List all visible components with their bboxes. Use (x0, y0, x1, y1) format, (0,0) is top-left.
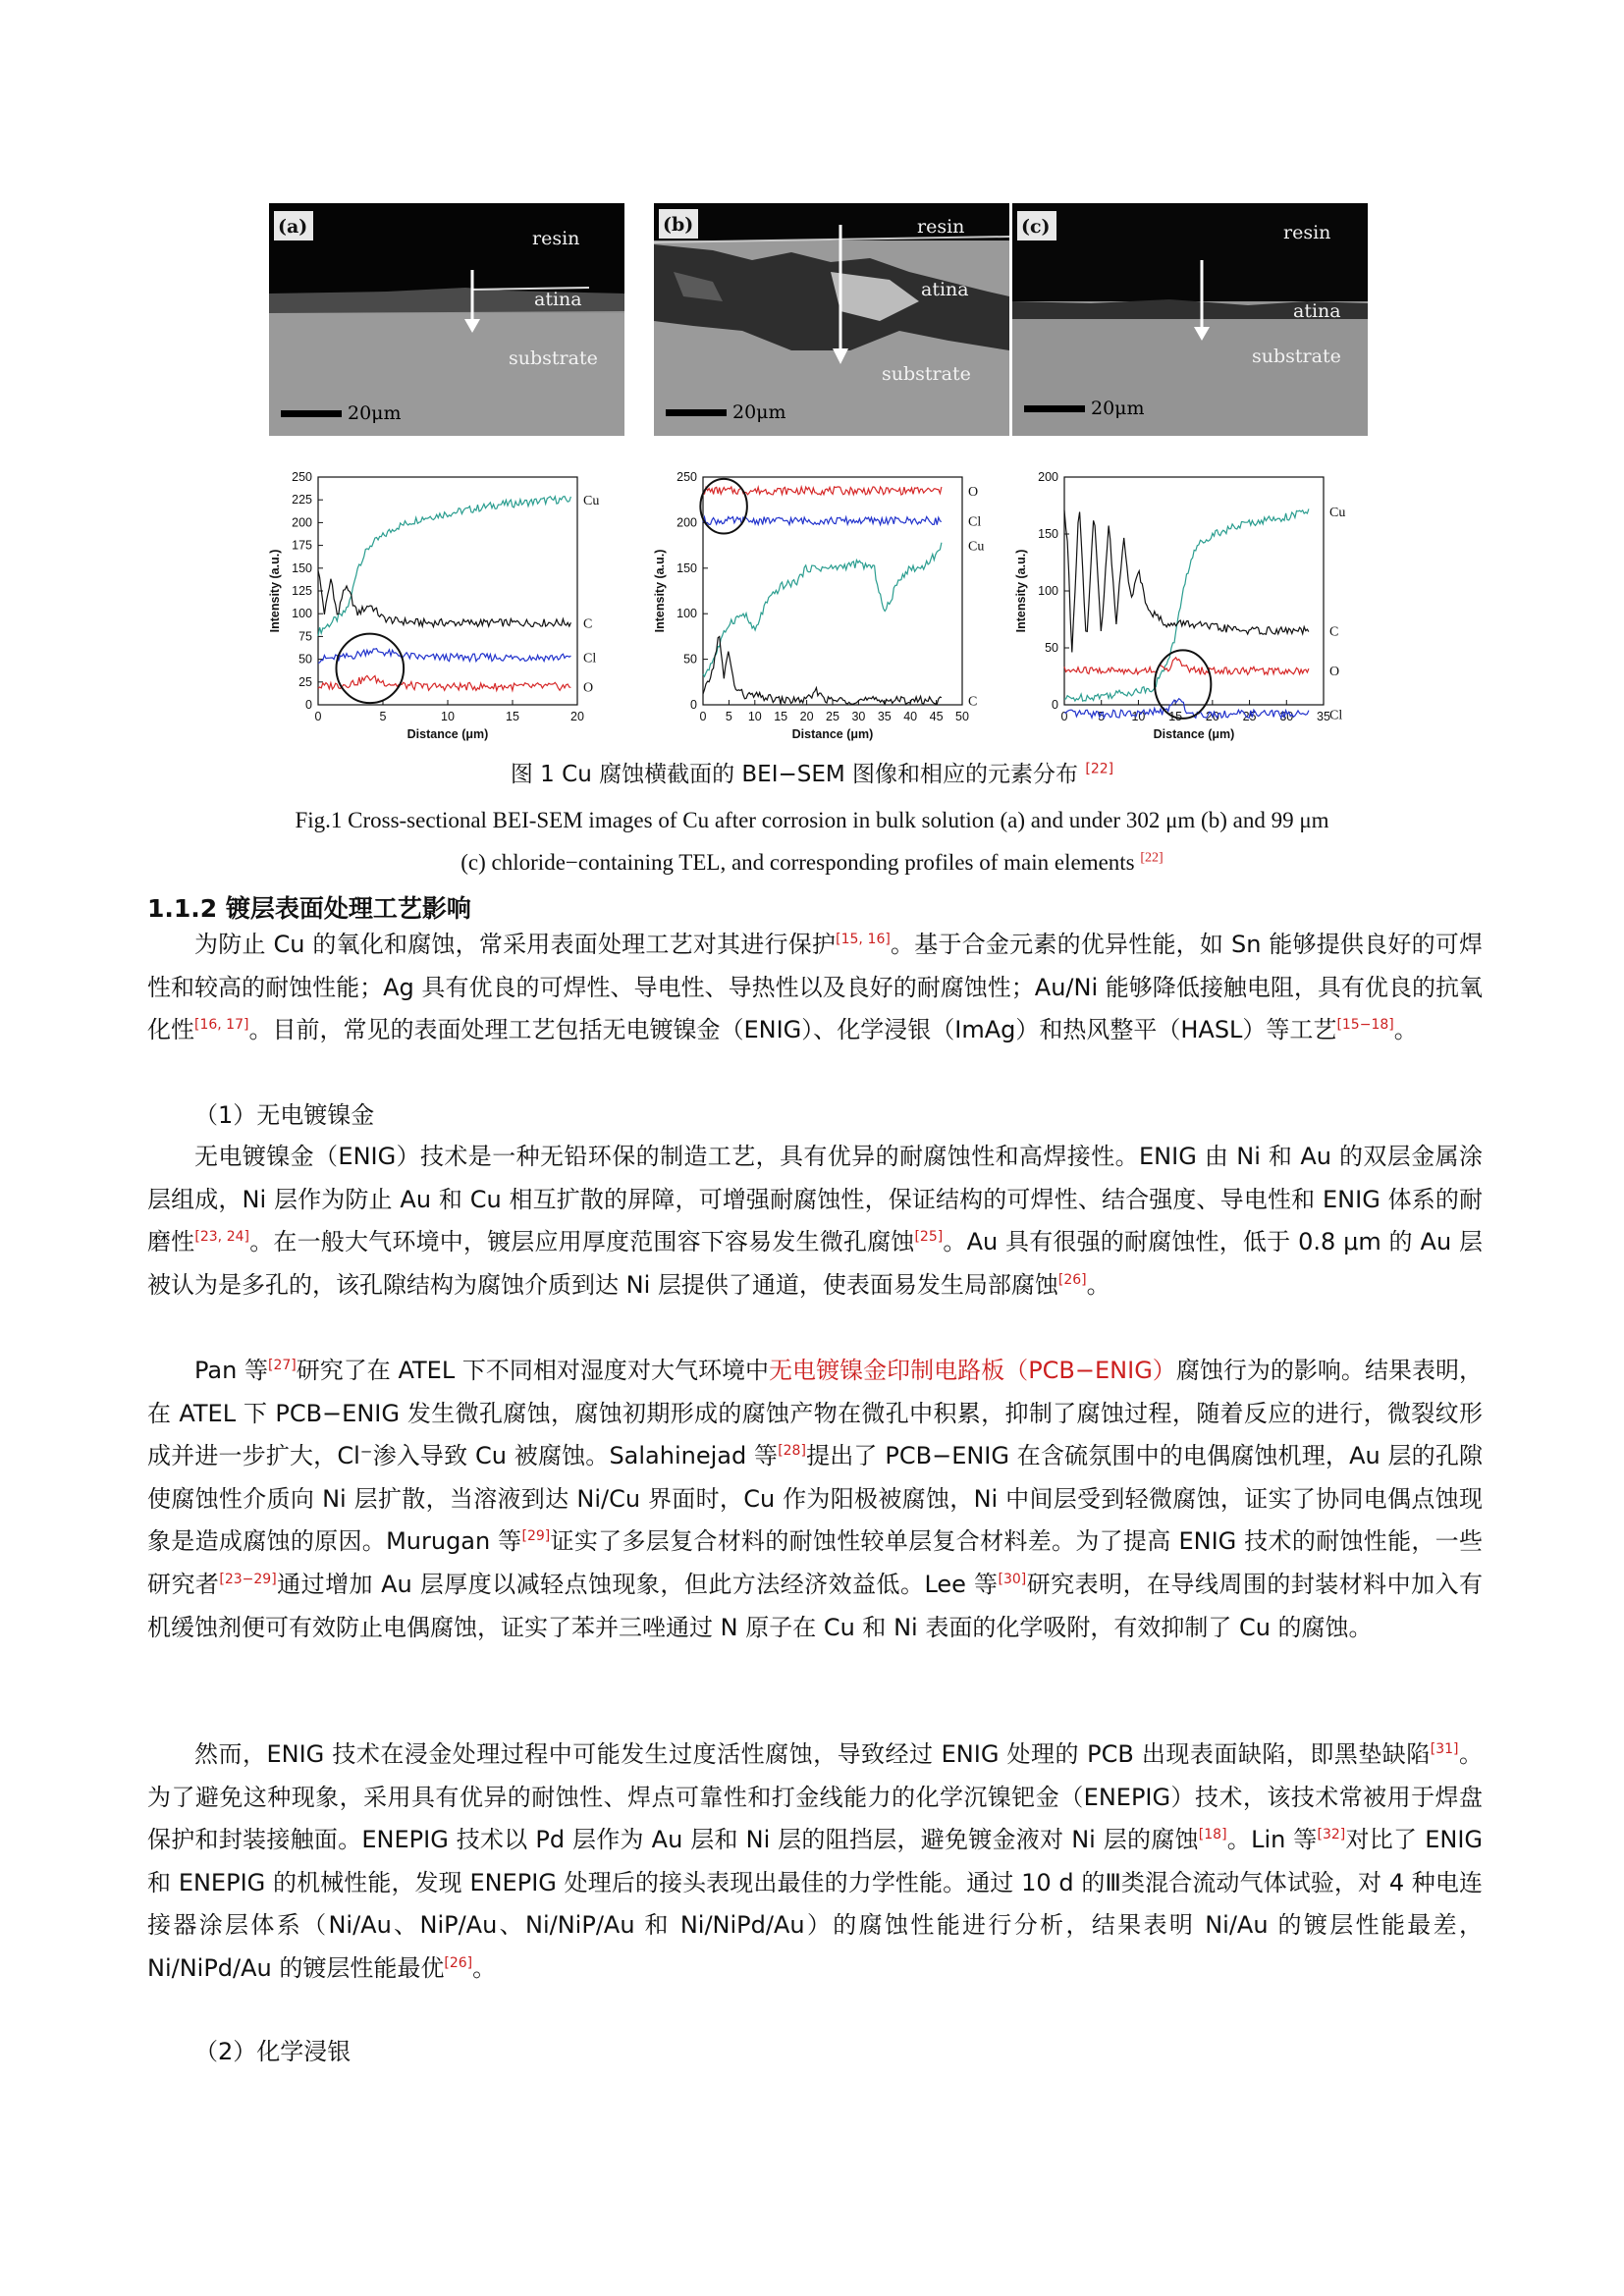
series-label-o: O (968, 484, 979, 500)
series-label-cl: Cl (583, 651, 597, 667)
citation[interactable]: [27] (267, 1358, 297, 1373)
x-tick-label: 50 (955, 710, 969, 723)
x-tick-label: 15 (1168, 710, 1183, 723)
highlight-circle (1155, 650, 1211, 719)
y-tick-label: 25 (298, 674, 312, 689)
scale-bar (1024, 405, 1085, 412)
substrate-label: substrate (882, 363, 971, 385)
y-axis-label: Intensity (a.u.) (1014, 549, 1028, 633)
y-tick-label: 200 (1038, 470, 1058, 484)
series-line-o (318, 675, 570, 690)
panel-label: (c) (1021, 216, 1051, 238)
y-tick-label: 100 (677, 607, 697, 621)
paragraph-1: 为防止 Cu 的氧化和腐蚀，常采用表面处理工艺对其进行保护[15, 16]。基于合金元素的优异性能，如 Sn 能够提供良好的可焊性和较高的耐蚀性能；Ag 具有优良的可焊性、导电性、导热性以及良好的耐腐蚀性；Au/Ni 能够降低接触电阻，具有优良的抗氧化性[16, 17]。目前，常见的表面处理工艺包括无电镀镍金（ENIG）、化学浸银（ImAg）和热风整平（HASL）等工艺[15−18]。 (147, 931, 1484, 1044)
x-tick-label: 0 (314, 710, 322, 723)
paragraph-2: 无电镀镍金（ENIG）技术是一种无铅环保的制造工艺，具有优异的耐腐蚀性和高焊接性。ENIG 由 Ni 和 Au 的双层金属涂层组成，Ni 层作为防止 Au 和 Cu 相互扩散的屏障，可增强耐腐蚀性，保证结构的可焊性、结合强度、导电性和 ENIG 体系的耐磨性[23, 24]。在一般大气环境中，镀层应用厚度范围容下容易发生微孔腐蚀[25]。Au 具有很强的耐腐蚀性，低于 0.8 μm 的 Au 层被认为是多孔的，该孔隙结构为腐蚀介质到达 Ni 层提供了通道，使表面易发生局部腐蚀[26]。 (147, 1143, 1483, 1299)
series-label-c: C (1329, 624, 1339, 640)
series-label-c: C (583, 616, 593, 632)
y-tick-label: 175 (292, 538, 312, 553)
y-tick-label: 250 (677, 470, 697, 484)
series-line-cu (703, 543, 942, 677)
y-tick-label: 0 (690, 698, 697, 712)
subsection-2: （2）化学浸银 (194, 2038, 352, 2065)
series-label-c: C (968, 694, 978, 710)
sem-image-a (269, 203, 624, 436)
panel-label: (a) (278, 216, 308, 238)
atina-label: atina (921, 279, 969, 300)
citation[interactable]: [26] (444, 1954, 473, 1971)
series-label-cu: Cu (1329, 505, 1346, 520)
x-tick-label: 20 (570, 710, 584, 723)
y-tick-label: 200 (677, 515, 697, 530)
chart-b (650, 469, 1013, 754)
y-axis-label: Intensity (a.u.) (653, 549, 667, 633)
figure-caption-cn: 图 1 Cu 腐蚀横截面的 BEI−SEM 图像和相应的元素分布 [22] (510, 761, 1114, 787)
series-line-cl (318, 649, 570, 664)
citation[interactable]: [16, 17] (194, 1017, 249, 1034)
x-tick-label: 0 (1060, 710, 1068, 723)
y-tick-label: 100 (292, 607, 312, 621)
x-tick-label: 20 (799, 710, 814, 723)
x-axis-label: Distance (μm) (791, 727, 874, 741)
y-tick-label: 150 (292, 561, 312, 575)
y-tick-label: 75 (298, 629, 312, 644)
plot-frame (318, 477, 577, 705)
x-tick-label: 40 (903, 710, 918, 723)
y-tick-label: 125 (292, 584, 312, 598)
paragraph-4: 然而，ENIG 技术在浸金处理过程中可能发生过度活性腐蚀，导致经过 ENIG 处理的 PCB 出现表面缺陷，即黑垫缺陷[31]。为了避免这种现象，采用具有优异的耐蚀性、焊点可靠性和打金线能力的化学沉镍钯金（ENEPIG）技术，该技术常被用于焊盘保护和封装接触面。ENEPIG 技术以 Pd 层作为 Au 层和 Ni 层的阻挡层，避免镀金液对 Ni 层的腐蚀[18]。Lin 等[32]对比了 ENIG 和 ENEPIG 的机械性能，发现 ENEPIG 处理后的接头表现出最佳的力学性能。通过 10 d 的Ⅲ类混合流动气体试验，对 4 种电连接器涂层体系（Ni/Au、NiP/Au、Ni/NiP/Au 和 Ni/NiPd/Au）的腐蚀性能进行分析，结果表明 Ni/Au 的镀层性能最差，Ni/NiPd/Au 的镀层性能最优[26]。 (147, 1740, 1483, 1982)
x-tick-label: 5 (1098, 710, 1106, 723)
x-tick-label: 5 (725, 710, 732, 723)
x-tick-label: 35 (1317, 710, 1330, 723)
chart-a (265, 469, 628, 754)
x-tick-label: 45 (929, 710, 944, 723)
y-tick-label: 0 (1052, 698, 1058, 712)
y-tick-label: 100 (1038, 584, 1058, 598)
citation[interactable]: [32] (1317, 1827, 1346, 1843)
citation[interactable]: [26] (1057, 1271, 1087, 1288)
x-tick-label: 30 (851, 710, 866, 723)
series-line-o (1064, 658, 1309, 674)
citation[interactable]: [22] (1085, 761, 1114, 777)
sem-image-b (654, 203, 1009, 436)
y-tick-label: 150 (677, 561, 697, 575)
subsection-1: （1）无电镀镍金 (194, 1101, 375, 1129)
y-tick-label: 250 (292, 470, 312, 484)
citation[interactable]: [23, 24] (194, 1229, 250, 1246)
citation[interactable]: [28] (778, 1443, 806, 1460)
resin-label: resin (917, 216, 965, 238)
x-tick-label: 20 (1205, 710, 1219, 723)
x-axis-label: Distance (μm) (1153, 727, 1235, 741)
y-tick-label: 50 (298, 652, 312, 667)
substrate-label: substrate (1252, 346, 1341, 367)
atina-label: atina (1293, 300, 1341, 322)
section-heading: 1.1.2 镀层表面处理工艺影响 (147, 894, 471, 923)
resin-label: resin (1283, 222, 1331, 243)
citation[interactable]: [15−18] (1336, 1017, 1394, 1034)
series-line-cu (318, 497, 570, 636)
citation[interactable]: [22] (1140, 850, 1164, 866)
x-tick-label: 0 (699, 710, 707, 723)
series-line-cl (703, 517, 942, 525)
scale-bar (281, 410, 342, 417)
citation[interactable]: [18] (1198, 1827, 1227, 1843)
citation[interactable]: [30] (998, 1571, 1027, 1587)
series-label-cl: Cl (968, 514, 982, 530)
series-label-cl: Cl (1329, 708, 1343, 723)
x-tick-label: 10 (747, 710, 762, 723)
panel-label: (b) (663, 214, 694, 236)
series-line-c (703, 637, 942, 705)
series-line-c (318, 570, 570, 626)
x-tick-label: 25 (1242, 710, 1257, 723)
citation[interactable]: [15, 16] (836, 932, 891, 947)
citation[interactable]: [29] (521, 1528, 551, 1545)
x-tick-label: 10 (1131, 710, 1146, 723)
x-tick-label: 30 (1279, 710, 1294, 723)
atina-label: atina (534, 289, 582, 310)
series-label-o: O (583, 680, 594, 696)
series-label-cu: Cu (583, 494, 600, 509)
y-tick-label: 50 (683, 652, 697, 667)
scale-bar (666, 409, 727, 416)
figure-caption-en: Fig.1 Cross-sectional BEI-SEM images of Cu after corrosion in bulk solution (a) and under 302 μm (b) and 99 μm (c) chloride−containing TEL, and corresponding profiles of main elements [22] (295, 808, 1329, 875)
y-axis-label: Intensity (a.u.) (268, 549, 282, 633)
paragraph-3: Pan 等[27]研究了在 ATEL 下不同相对湿度对大气环境中无电镀镍金印制电路板（PCB−ENIG）腐蚀行为的影响。结果表明，在 ATEL 下 PCB−ENIG 发生微孔腐蚀，腐蚀初期形成的腐蚀产物在微孔中积累，抑制了腐蚀过程，随着反应的进行，微裂纹形成并进一步扩大，Cl⁻渗入导致 Cu 被腐蚀。Salahinejad 等[28]提出了 PCB−ENIG 在含硫氛围中的电偶腐蚀机理，Au 层的孔隙使腐蚀性介质向 Ni 层扩散，当溶液到达 Ni/Cu 界面时，Cu 作为阳极被腐蚀，Ni 中间层受到轻微腐蚀，证实了协同电偶点蚀现象是造成腐蚀的原因。Murugan 等[29]证实了多层复合材料的耐蚀性较单层复合材料差。为了提高 ENIG 技术的耐蚀性能，一些研究者[23−29]通过增加 Au 层厚度以减轻点蚀现象，但此方法经济效益低。Lee 等[30]研究表明，在导线周围的封装材料中加入有机缓蚀剂便可有效防止电偶腐蚀，证实了苯并三唑通过 N 原子在 Cu 和 Ni 表面的化学吸附，有效抑制了 Cu 的腐蚀。 (147, 1357, 1484, 1641)
y-tick-label: 150 (1038, 527, 1058, 541)
y-tick-label: 0 (305, 698, 312, 712)
series-line-o (703, 487, 942, 495)
citation[interactable]: [25] (914, 1229, 944, 1246)
series-label-o: O (1329, 665, 1340, 680)
y-tick-label: 50 (1045, 641, 1058, 655)
x-axis-label: Distance (μm) (406, 727, 489, 741)
scale-label: 20μm (348, 402, 402, 424)
x-tick-label: 5 (379, 710, 387, 723)
substrate-label: substrate (509, 347, 598, 369)
chart-c (1011, 469, 1375, 754)
resin-label: resin (532, 228, 580, 249)
scale-label: 20μm (1091, 398, 1145, 419)
series-label-cu: Cu (968, 539, 985, 555)
x-tick-label: 15 (774, 710, 788, 723)
x-tick-label: 15 (506, 710, 519, 723)
citation[interactable]: [23−29] (219, 1571, 277, 1587)
highlighted-term: 无电镀镍金印制电路板（PCB−ENIG） (769, 1357, 1176, 1384)
x-tick-label: 35 (877, 710, 892, 723)
x-tick-label: 25 (826, 710, 839, 723)
plot-frame (1064, 477, 1324, 705)
scale-label: 20μm (732, 401, 786, 423)
y-tick-label: 200 (292, 515, 312, 530)
x-tick-label: 10 (441, 710, 455, 723)
sem-image-c (1012, 203, 1368, 436)
plot-frame (703, 477, 962, 705)
series-line-c (1064, 510, 1309, 653)
highlight-circle (336, 634, 404, 704)
citation[interactable]: [31] (1430, 1741, 1459, 1757)
y-tick-label: 225 (292, 493, 312, 507)
